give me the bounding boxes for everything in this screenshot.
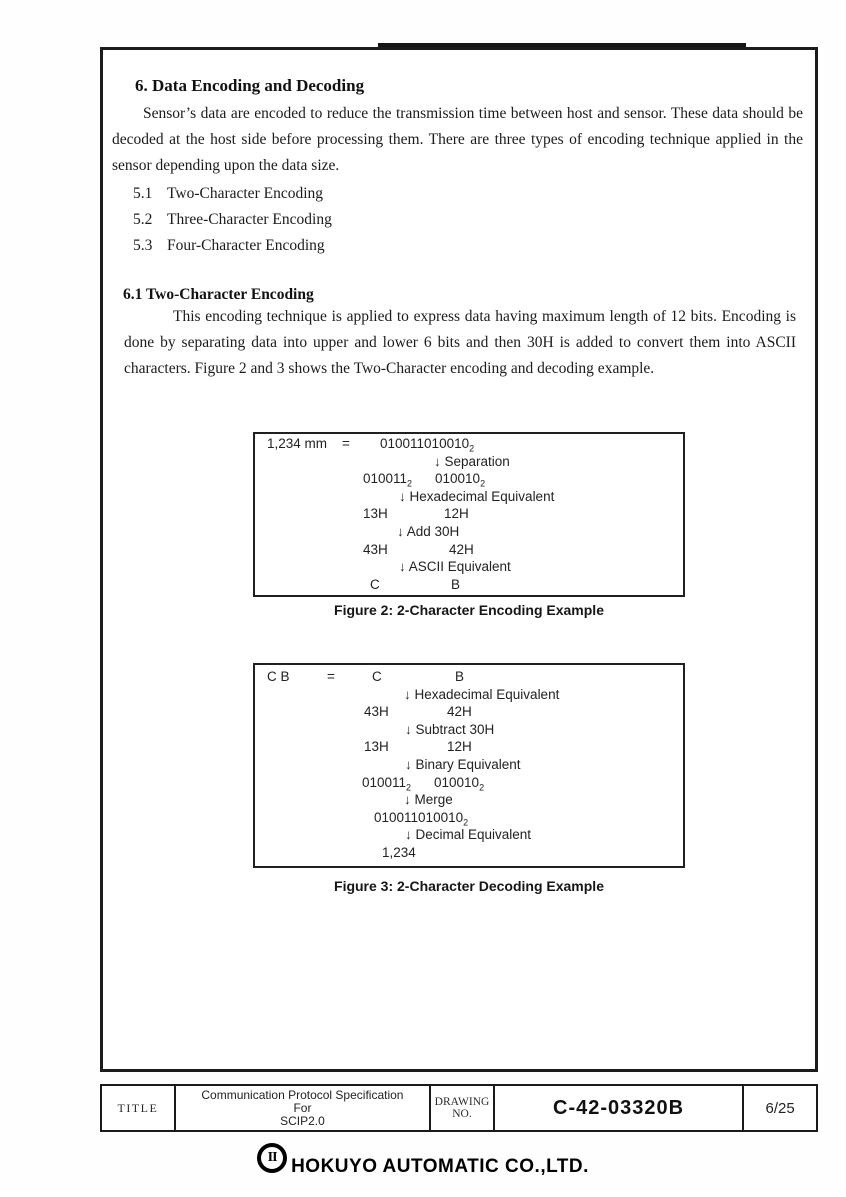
figure-line	[255, 506, 683, 524]
paragraph-line: Sensor’s data are encoded to reduce the transmission time between host and sensor. These data should be	[143, 105, 803, 122]
figure-line	[255, 687, 683, 705]
figure-text-segment: 42H	[447, 704, 472, 720]
figure-text-segment: B	[451, 576, 461, 592]
list-item-label: Three-Character Encoding	[167, 211, 332, 228]
figure-text-segment: $010010_2$	[434, 774, 485, 793]
figure-line	[255, 471, 683, 489]
company-name: HOKUYO AUTOMATIC CO.,LTD.	[291, 1156, 589, 1177]
figure-text-segment: ↓ Hexadecimal Equivalent	[404, 686, 560, 702]
figure-text-segment: ↓ Hexadecimal Equivalent	[399, 488, 555, 504]
figure-text-segment: $010011_2$	[363, 471, 413, 489]
subsection-heading: 6.1 Two-Character Encoding	[123, 286, 314, 303]
list-item-label: Two-Character Encoding	[167, 185, 324, 202]
list-item	[133, 207, 332, 233]
figure-text-segment: 13H	[363, 506, 388, 522]
encoding-type-list	[133, 181, 332, 259]
figure-text-segment: C	[372, 669, 382, 684]
title-block-table	[100, 1084, 818, 1132]
drawing-number-cell: C-42-03320B	[493, 1086, 742, 1130]
page-number-cell: 6/25	[742, 1086, 816, 1130]
figure-line	[255, 436, 683, 454]
hokuyo-logo-icon	[257, 1143, 287, 1173]
paragraph-line: done by separating data into upper and lower 6 bits and then 30H is added to convert them into ASCII	[124, 334, 796, 351]
figure-text-segment: ↓ Subtract 30H	[405, 721, 495, 737]
figure-line	[255, 810, 683, 828]
figure-line	[255, 542, 683, 560]
drawing-no-label-cell	[429, 1086, 493, 1130]
figure-line	[255, 577, 683, 595]
figure-line	[255, 792, 683, 810]
figure-line	[255, 845, 683, 863]
figure-text-segment: $010011010010_2$	[374, 809, 469, 828]
figure-text-segment: ↓ ASCII Equivalent	[399, 559, 511, 575]
figure-text-segment: $010011010010_2$	[380, 436, 475, 454]
figure-line	[255, 827, 683, 845]
figure-text-segment: =	[327, 669, 335, 684]
figure-line	[255, 489, 683, 507]
figure-text-segment: $010011_2$	[362, 774, 412, 793]
paragraph-line: sensor depending upon the data size.	[112, 157, 340, 174]
figure-text-segment: 42H	[449, 541, 474, 557]
document-title-cell	[174, 1086, 429, 1130]
figure-line	[255, 704, 683, 722]
figure3-decoding-box	[253, 663, 685, 868]
company-logo	[0, 1142, 846, 1176]
figure-text-segment: 43H	[363, 541, 388, 557]
figure-line	[255, 454, 683, 472]
figure-line	[255, 775, 683, 793]
list-item	[133, 181, 332, 207]
figure-text-segment: C B	[267, 669, 290, 684]
list-item-number: 5.2	[133, 211, 153, 228]
figure2-caption: Figure 2: 2-Character Encoding Example	[334, 602, 604, 618]
document-title-line: For	[293, 1100, 312, 1115]
list-item-number: 5.3	[133, 237, 153, 254]
figure3-caption: Figure 3: 2-Character Decoding Example	[334, 878, 604, 894]
figure-text-segment: 43H	[364, 704, 389, 720]
figure-text-segment: ↓ Merge	[404, 792, 453, 808]
figure-text-segment: 1,234 mm	[267, 436, 328, 451]
figure-text-segment: 13H	[364, 739, 389, 755]
paragraph-line: decoded at the host side before processing them. There are three types of encoding technique applied in the	[112, 131, 803, 148]
document-title-line: SCIP2.0	[280, 1113, 325, 1128]
figure-text-segment: =	[342, 436, 350, 451]
figure-line	[255, 524, 683, 542]
figure-text-segment: ↓ Separation	[434, 453, 510, 469]
figure-line	[255, 669, 683, 687]
figure-text-segment: ↓ Binary Equivalent	[405, 756, 521, 772]
intro-paragraph	[112, 101, 803, 179]
figure-line	[255, 757, 683, 775]
figure-text-segment: 12H	[447, 739, 472, 755]
drawing-label-line: DRAWING	[434, 1095, 490, 1108]
figure2-encoding-box	[253, 432, 685, 597]
document-title-line: Communication Protocol Specification	[201, 1087, 404, 1102]
list-item-number: 5.1	[133, 185, 153, 202]
title-label-cell: TITLE	[117, 1100, 159, 1115]
subsection-paragraph	[124, 304, 796, 382]
drawing-label-line: NO.	[452, 1108, 472, 1120]
logo-glyph: II	[267, 1150, 277, 1165]
figure-text-segment: ↓ Add 30H	[397, 523, 460, 539]
figure-text-segment: B	[455, 669, 465, 684]
figure-text-segment: C	[370, 576, 380, 592]
section-heading: 6. Data Encoding and Decoding	[135, 76, 365, 95]
figure-line	[255, 722, 683, 740]
figure-text-segment: 1,234	[382, 844, 416, 860]
paragraph-line: This encoding technique is applied to express data having maximum length of 12 bits. Encoding is	[173, 308, 796, 325]
list-item	[133, 233, 332, 259]
figure-text-segment: $010010_2$	[435, 471, 486, 489]
figure-line	[255, 739, 683, 757]
figure-text-segment: 12H	[444, 506, 469, 522]
figure-line	[255, 559, 683, 577]
figure-text-segment: ↓ Decimal Equivalent	[405, 827, 532, 843]
list-item-label: Four-Character Encoding	[167, 237, 325, 254]
paragraph-line: characters. Figure 2 and 3 shows the Two-Character encoding and decoding example.	[124, 360, 655, 377]
